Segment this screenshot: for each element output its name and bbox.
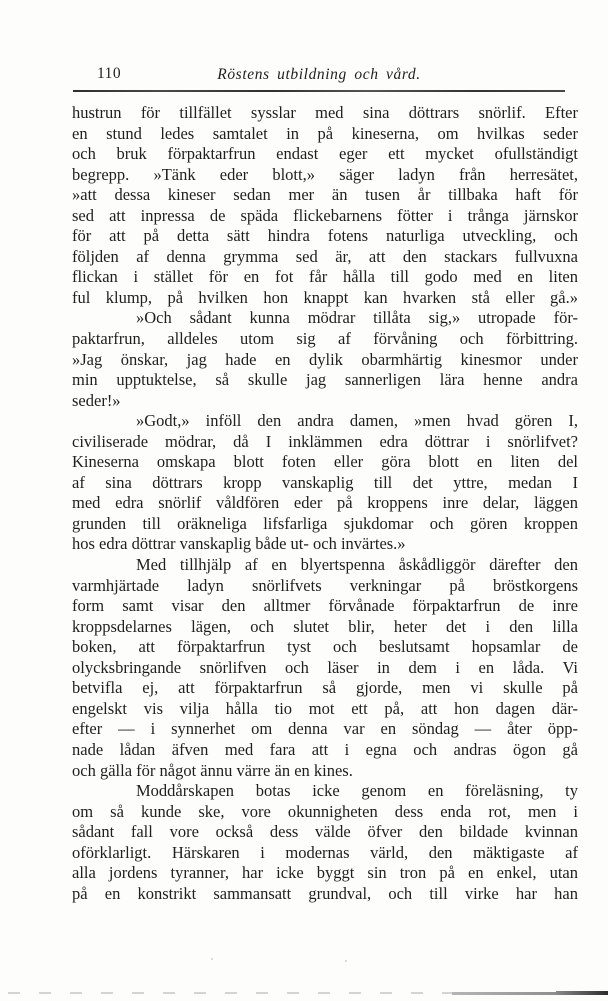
text-line: Moddårskapen botas icke genom en föreläsning, ty [136, 781, 578, 801]
text-line: min upptuktelse, så skulle jag sannerligen lära henne andra [72, 370, 578, 390]
text-line: kroppsdelarnes lägen, och slutet blir, heter det i den lilla [72, 616, 578, 636]
text-line: sed att inpressa de späda flickebarnens fötter i trånga järnskor [72, 205, 578, 225]
body-text [72, 103, 578, 904]
text-line: boken, att förpaktarfrun tyst och beslutsamt hopsamlar de [72, 637, 578, 657]
text-line: flickan i stället för en fot får hålla till godo med en liten [72, 267, 578, 287]
text-line: olycksbringande snörlifven och läser in dem i en låda. Vi [72, 657, 578, 677]
scan-artifact-dark-segment [452, 992, 567, 995]
text-line: en stund ledes samtalet in på kineserna, om hvilkas seder [72, 123, 578, 143]
text-line: grunden till oräkneliga lifsfarliga sjukdomar och gören kroppen [72, 513, 578, 533]
scan-speck [345, 960, 347, 962]
text-line: Med tillhjälp af en blyertspenna åskådliggör därefter den [136, 555, 578, 575]
text-line: af sina döttrars kropp vanskaplig till det yttre, medan I [72, 472, 578, 492]
text-line: oförklarligt. Härskaren i modernas värld, den mäktigaste af [72, 842, 578, 862]
text-line: och bruk förpaktarfrun endast eger ett mycket ofullständigt [72, 144, 578, 164]
text-line: sådant fall vore också dess välde öfver den bildade kvinnan [72, 822, 578, 842]
text-line: form samt visar den alltmer förvånade förpaktarfrun de inre [72, 596, 578, 616]
scan-artifact-corner-blob [556, 991, 608, 995]
page-number: 110 [97, 65, 122, 82]
text-line: seder!» [72, 390, 121, 410]
text-line: varmhjärtade ladyn snörlifvets verkningar på bröstkorgens [72, 575, 578, 595]
text-line: »att dessa kineser sedan mer än tusen år tillbaka haft för [72, 185, 578, 205]
running-title: Röstens utbildning och vård. [217, 66, 421, 83]
text-line: på en konstrikt sammansatt grundval, och till virke har han [72, 883, 578, 903]
text-line: nade lådan äfven med fara att i egna och andras ögon gå [72, 739, 578, 759]
text-line: betvifla ej, att förpaktarfrun så gjorde, men vi skulle på [72, 678, 578, 698]
text-line: civiliserade mödrar, då I inklämmen edra döttrar i snörlifvet? [72, 431, 578, 451]
text-line: alla jordens tyranner, har icke byggt sin tron på en enkel, utan [72, 863, 578, 883]
text-line: paktarfrun, alldeles utom sig af förvåning och förbittring. [72, 329, 578, 349]
text-line: »Och sådant kunna mödrar tillåta sig,» utropade för- [136, 308, 578, 328]
text-line: med edra snörlif våldfören eder på kroppens inre delar, läggen [72, 493, 578, 513]
scan-speck [211, 958, 213, 960]
text-line: för att på detta sätt hindra fotens naturliga utveckling, och [72, 226, 578, 246]
text-line: hustrun för tillfället sysslar med sina döttrars snörlif. Efter [72, 103, 578, 122]
text-line: engelskt vis vilja hålla tio mot ett på, att hon dagen där- [72, 698, 578, 718]
text-line: begrepp. »Tänk eder blott,» säger ladyn från herresätet, [72, 164, 578, 184]
text-line: »Godt,» inföll den andra damen, »men hvad gören I, [136, 411, 578, 431]
text-line: och gälla för något ännu värre än en kines. [72, 760, 353, 780]
text-line: hos edra döttrar vanskaplig både ut- och invärtes.» [72, 534, 406, 554]
text-line: efter — i synnerhet om denna var en söndag — åter öpp- [72, 719, 578, 739]
text-line: om så kunde ske, vore okunnigheten dess enda rot, men i [72, 801, 578, 821]
header-rule [73, 90, 565, 92]
text-line: »Jag önskar, jag hade en dylik obarmhärtig kinesmor under [72, 349, 578, 369]
text-line: följden af denna grymma sed är, att den stackars fullvuxna [72, 246, 578, 266]
text-line: ful klump, på hvilken hon knappt kan hvarken stå eller gå.» [72, 287, 578, 307]
text-line: Kineserna omskapa blott foten eller göra blott en liten del [72, 452, 578, 472]
